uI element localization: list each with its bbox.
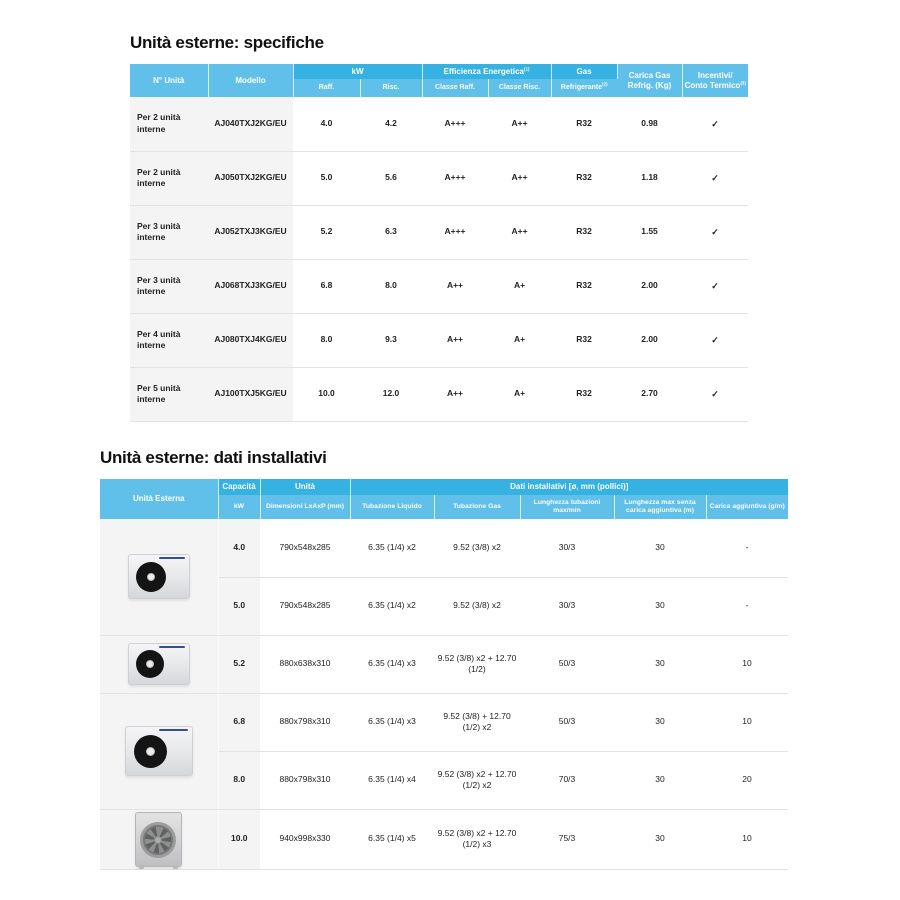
outdoor-unit-photo-tall: [100, 809, 218, 869]
cell-tubazione-gas: 9.52 (3/8) x2: [434, 577, 520, 635]
cell-classe-risc: A+: [488, 313, 551, 367]
table-row: [100, 635, 788, 693]
col-header-raff: Raff.: [293, 79, 360, 97]
cell-raff: 5.2: [293, 205, 360, 259]
cell-dimensioni: 940x998x330: [260, 809, 350, 869]
col-group-gas: Gas: [551, 64, 617, 79]
cell-lunghezza-max: 30: [614, 577, 706, 635]
cell-tubazione-liquido: 6.35 (1/4) x5: [350, 809, 434, 869]
cell-lunghezza-tubazioni: 75/3: [520, 809, 614, 869]
col-header-kw: kW: [218, 495, 260, 519]
cell-gas: R32: [551, 313, 617, 367]
col-group-kw: kW: [293, 64, 422, 79]
fan-hub: [147, 573, 155, 581]
cell-lunghezza-max: 30: [614, 809, 706, 869]
table-row: [130, 259, 748, 313]
col-header-carica-aggiuntiva: Carica aggiuntiva (g/m): [706, 495, 788, 519]
col-header-lunghezza-tubazioni: Lunghezza tubazioni max/min: [520, 495, 614, 519]
outdoor-unit-image: [125, 726, 193, 776]
cell-carica: 2.00: [617, 313, 682, 367]
table-row: [100, 693, 788, 751]
cell-risc: 8.0: [360, 259, 422, 313]
cell-risc: 9.3: [360, 313, 422, 367]
outdoor-unit-image: [135, 812, 182, 867]
outdoor-unit-photo-small: [100, 519, 218, 635]
cell-lunghezza-tubazioni: 50/3: [520, 635, 614, 693]
checkmark-icon: ✓: [682, 367, 748, 421]
cell-capacita: 5.0: [218, 577, 260, 635]
cell-raff: 8.0: [293, 313, 360, 367]
cell-classe-raff: A+++: [422, 151, 488, 205]
cell-capacita: 5.2: [218, 635, 260, 693]
cell-modello: AJ080TXJ4KG/EU: [208, 313, 293, 367]
table-row: [130, 97, 748, 151]
cell-tubazione-gas: 9.52 (3/8) x2: [434, 519, 520, 577]
cell-lunghezza-max: 30: [614, 635, 706, 693]
fan-hub: [146, 747, 155, 756]
cell-capacita: 8.0: [218, 751, 260, 809]
cell-classe-risc: A+: [488, 367, 551, 421]
checkmark-icon: ✓: [682, 205, 748, 259]
col-header-risc: Risc.: [360, 79, 422, 97]
section-specifiche: [130, 33, 748, 422]
table-row: [130, 151, 748, 205]
cell-lunghezza-max: 30: [614, 751, 706, 809]
cell-classe-raff: A++: [422, 313, 488, 367]
cell-lunghezza-tubazioni: 30/3: [520, 577, 614, 635]
cell-n-unita: Per 3 unità interne: [130, 205, 208, 259]
cell-carica: 1.55: [617, 205, 682, 259]
cell-n-unita: Per 5 unità interne: [130, 367, 208, 421]
cell-lunghezza-tubazioni: 70/3: [520, 751, 614, 809]
col-header-unita-esterna: Unità Esterna: [100, 479, 218, 519]
cell-gas: R32: [551, 97, 617, 151]
cell-risc: 4.2: [360, 97, 422, 151]
efficienza-label: Efficienza Energetica: [443, 66, 524, 76]
cell-modello: AJ040TXJ2KG/EU: [208, 97, 293, 151]
cell-tubazione-liquido: 6.35 (1/4) x3: [350, 635, 434, 693]
cell-risc: 5.6: [360, 151, 422, 205]
checkmark-icon: ✓: [682, 151, 748, 205]
cell-n-unita: Per 2 unità interne: [130, 97, 208, 151]
incentivi-footnote: (3): [740, 79, 746, 85]
col-header-classe-raff: Classe Raff.: [422, 79, 488, 97]
cell-dimensioni: 880x798x310: [260, 751, 350, 809]
table-row: [100, 519, 788, 577]
checkmark-icon: ✓: [682, 97, 748, 151]
cell-carica: 0.98: [617, 97, 682, 151]
col-header-carica-gas: Carica Gas Refrig. (Kg): [617, 64, 682, 97]
cell-carica: 2.70: [617, 367, 682, 421]
checkmark-icon: ✓: [682, 259, 748, 313]
cell-carica-aggiuntiva: -: [706, 519, 788, 577]
cell-risc: 6.3: [360, 205, 422, 259]
brand-line: [159, 557, 185, 559]
table-row: [130, 205, 748, 259]
outdoor-unit-image: [128, 554, 190, 599]
table-row: [100, 809, 788, 869]
cell-carica-aggiuntiva: 10: [706, 635, 788, 693]
checkmark-icon: ✓: [682, 313, 748, 367]
cell-raff: 5.0: [293, 151, 360, 205]
cell-modello: AJ068TXJ3KG/EU: [208, 259, 293, 313]
cell-classe-raff: A++: [422, 367, 488, 421]
cell-dimensioni: 790x548x285: [260, 519, 350, 577]
cell-modello: AJ052TXJ3KG/EU: [208, 205, 293, 259]
cell-classe-raff: A+++: [422, 97, 488, 151]
cell-lunghezza-max: 30: [614, 519, 706, 577]
cell-classe-risc: A++: [488, 97, 551, 151]
col-header-n-unita: N° Unità: [130, 64, 208, 97]
cell-raff: 4.0: [293, 97, 360, 151]
install-table-header: [100, 479, 788, 519]
cell-capacita: 10.0: [218, 809, 260, 869]
col-header-refrigerante: [551, 79, 617, 97]
col-header-tubazione-liquido: Tubazione Liquido: [350, 495, 434, 519]
outdoor-unit-photo-medium: [100, 635, 218, 693]
cell-gas: R32: [551, 367, 617, 421]
cell-modello: AJ100TXJ5KG/EU: [208, 367, 293, 421]
cell-tubazione-liquido: 6.35 (1/4) x2: [350, 519, 434, 577]
brand-line: [159, 646, 185, 648]
refrigerante-footnote: (2): [602, 81, 608, 87]
fan-hub: [154, 836, 162, 844]
cell-classe-risc: A++: [488, 151, 551, 205]
efficienza-footnote: (1): [524, 65, 530, 71]
cell-gas: R32: [551, 259, 617, 313]
cell-lunghezza-max: 30: [614, 693, 706, 751]
cell-modello: AJ050TXJ2KG/EU: [208, 151, 293, 205]
col-header-lunghezza-max: Lunghezza max senza carica aggiuntiva (m): [614, 495, 706, 519]
cell-tubazione-liquido: 6.35 (1/4) x4: [350, 751, 434, 809]
cell-n-unita: Per 4 unità interne: [130, 313, 208, 367]
cell-dimensioni: 880x638x310: [260, 635, 350, 693]
install-table: [100, 479, 788, 870]
col-header-incentivi: [682, 64, 748, 97]
cell-dimensioni: 790x548x285: [260, 577, 350, 635]
brand-line: [159, 729, 188, 731]
cell-raff: 10.0: [293, 367, 360, 421]
cell-carica-aggiuntiva: 20: [706, 751, 788, 809]
cell-carica-aggiuntiva: -: [706, 577, 788, 635]
fan-hub: [146, 660, 154, 668]
spec-table-header: [130, 64, 748, 97]
cell-capacita: 6.8: [218, 693, 260, 751]
col-group-dati-installativi: Dati installativi [ø, mm (pollici)]: [350, 479, 788, 495]
outdoor-unit-photo-large: [100, 693, 218, 809]
cell-gas: R32: [551, 151, 617, 205]
incentivi-label-line2: Conto Termico: [684, 80, 741, 90]
table-row: [130, 367, 748, 421]
cell-tubazione-gas: 9.52 (3/8) x2 + 12.70 (1/2): [434, 635, 520, 693]
cell-classe-risc: A+: [488, 259, 551, 313]
col-header-dimensioni: Dimensioni LxAxP (mm): [260, 495, 350, 519]
table-row: [130, 313, 748, 367]
cell-risc: 12.0: [360, 367, 422, 421]
cell-gas: R32: [551, 205, 617, 259]
cell-carica-aggiuntiva: 10: [706, 809, 788, 869]
cell-lunghezza-tubazioni: 30/3: [520, 519, 614, 577]
outdoor-unit-image: [128, 643, 190, 685]
col-group-unita: Unità: [260, 479, 350, 495]
cell-tubazione-liquido: 6.35 (1/4) x2: [350, 577, 434, 635]
cell-carica: 1.18: [617, 151, 682, 205]
cell-dimensioni: 880x798x310: [260, 693, 350, 751]
unit-foot: [173, 865, 178, 869]
cell-classe-raff: A++: [422, 259, 488, 313]
spec-table: [130, 64, 748, 422]
cell-capacita: 4.0: [218, 519, 260, 577]
col-group-efficienza: [422, 64, 551, 79]
cell-tubazione-liquido: 6.35 (1/4) x3: [350, 693, 434, 751]
cell-classe-raff: A+++: [422, 205, 488, 259]
col-header-classe-risc: Classe Risc.: [488, 79, 551, 97]
cell-n-unita: Per 3 unità interne: [130, 259, 208, 313]
section-dati-installativi: [100, 448, 788, 870]
col-header-tubazione-gas: Tubazione Gas: [434, 495, 520, 519]
cell-carica: 2.00: [617, 259, 682, 313]
section2-title: Unità esterne: dati installativi: [100, 448, 327, 467]
cell-tubazione-gas: 9.52 (3/8) x2 + 12.70 (1/2) x2: [434, 751, 520, 809]
cell-tubazione-gas: 9.52 (3/8) + 12.70 (1/2) x2: [434, 693, 520, 751]
cell-tubazione-gas: 9.52 (3/8) x2 + 12.70 (1/2) x3: [434, 809, 520, 869]
col-header-modello: Modello: [208, 64, 293, 97]
cell-classe-risc: A++: [488, 205, 551, 259]
col-group-capacita: Capacità: [218, 479, 260, 495]
incentivi-label-line1: Incentivi/: [697, 70, 733, 80]
refrigerante-label: Refrigerante: [560, 83, 603, 91]
cell-raff: 6.8: [293, 259, 360, 313]
cell-n-unita: Per 2 unità interne: [130, 151, 208, 205]
section1-title: Unità esterne: specifiche: [130, 33, 324, 52]
unit-foot: [139, 865, 144, 869]
cell-carica-aggiuntiva: 10: [706, 693, 788, 751]
cell-lunghezza-tubazioni: 50/3: [520, 693, 614, 751]
